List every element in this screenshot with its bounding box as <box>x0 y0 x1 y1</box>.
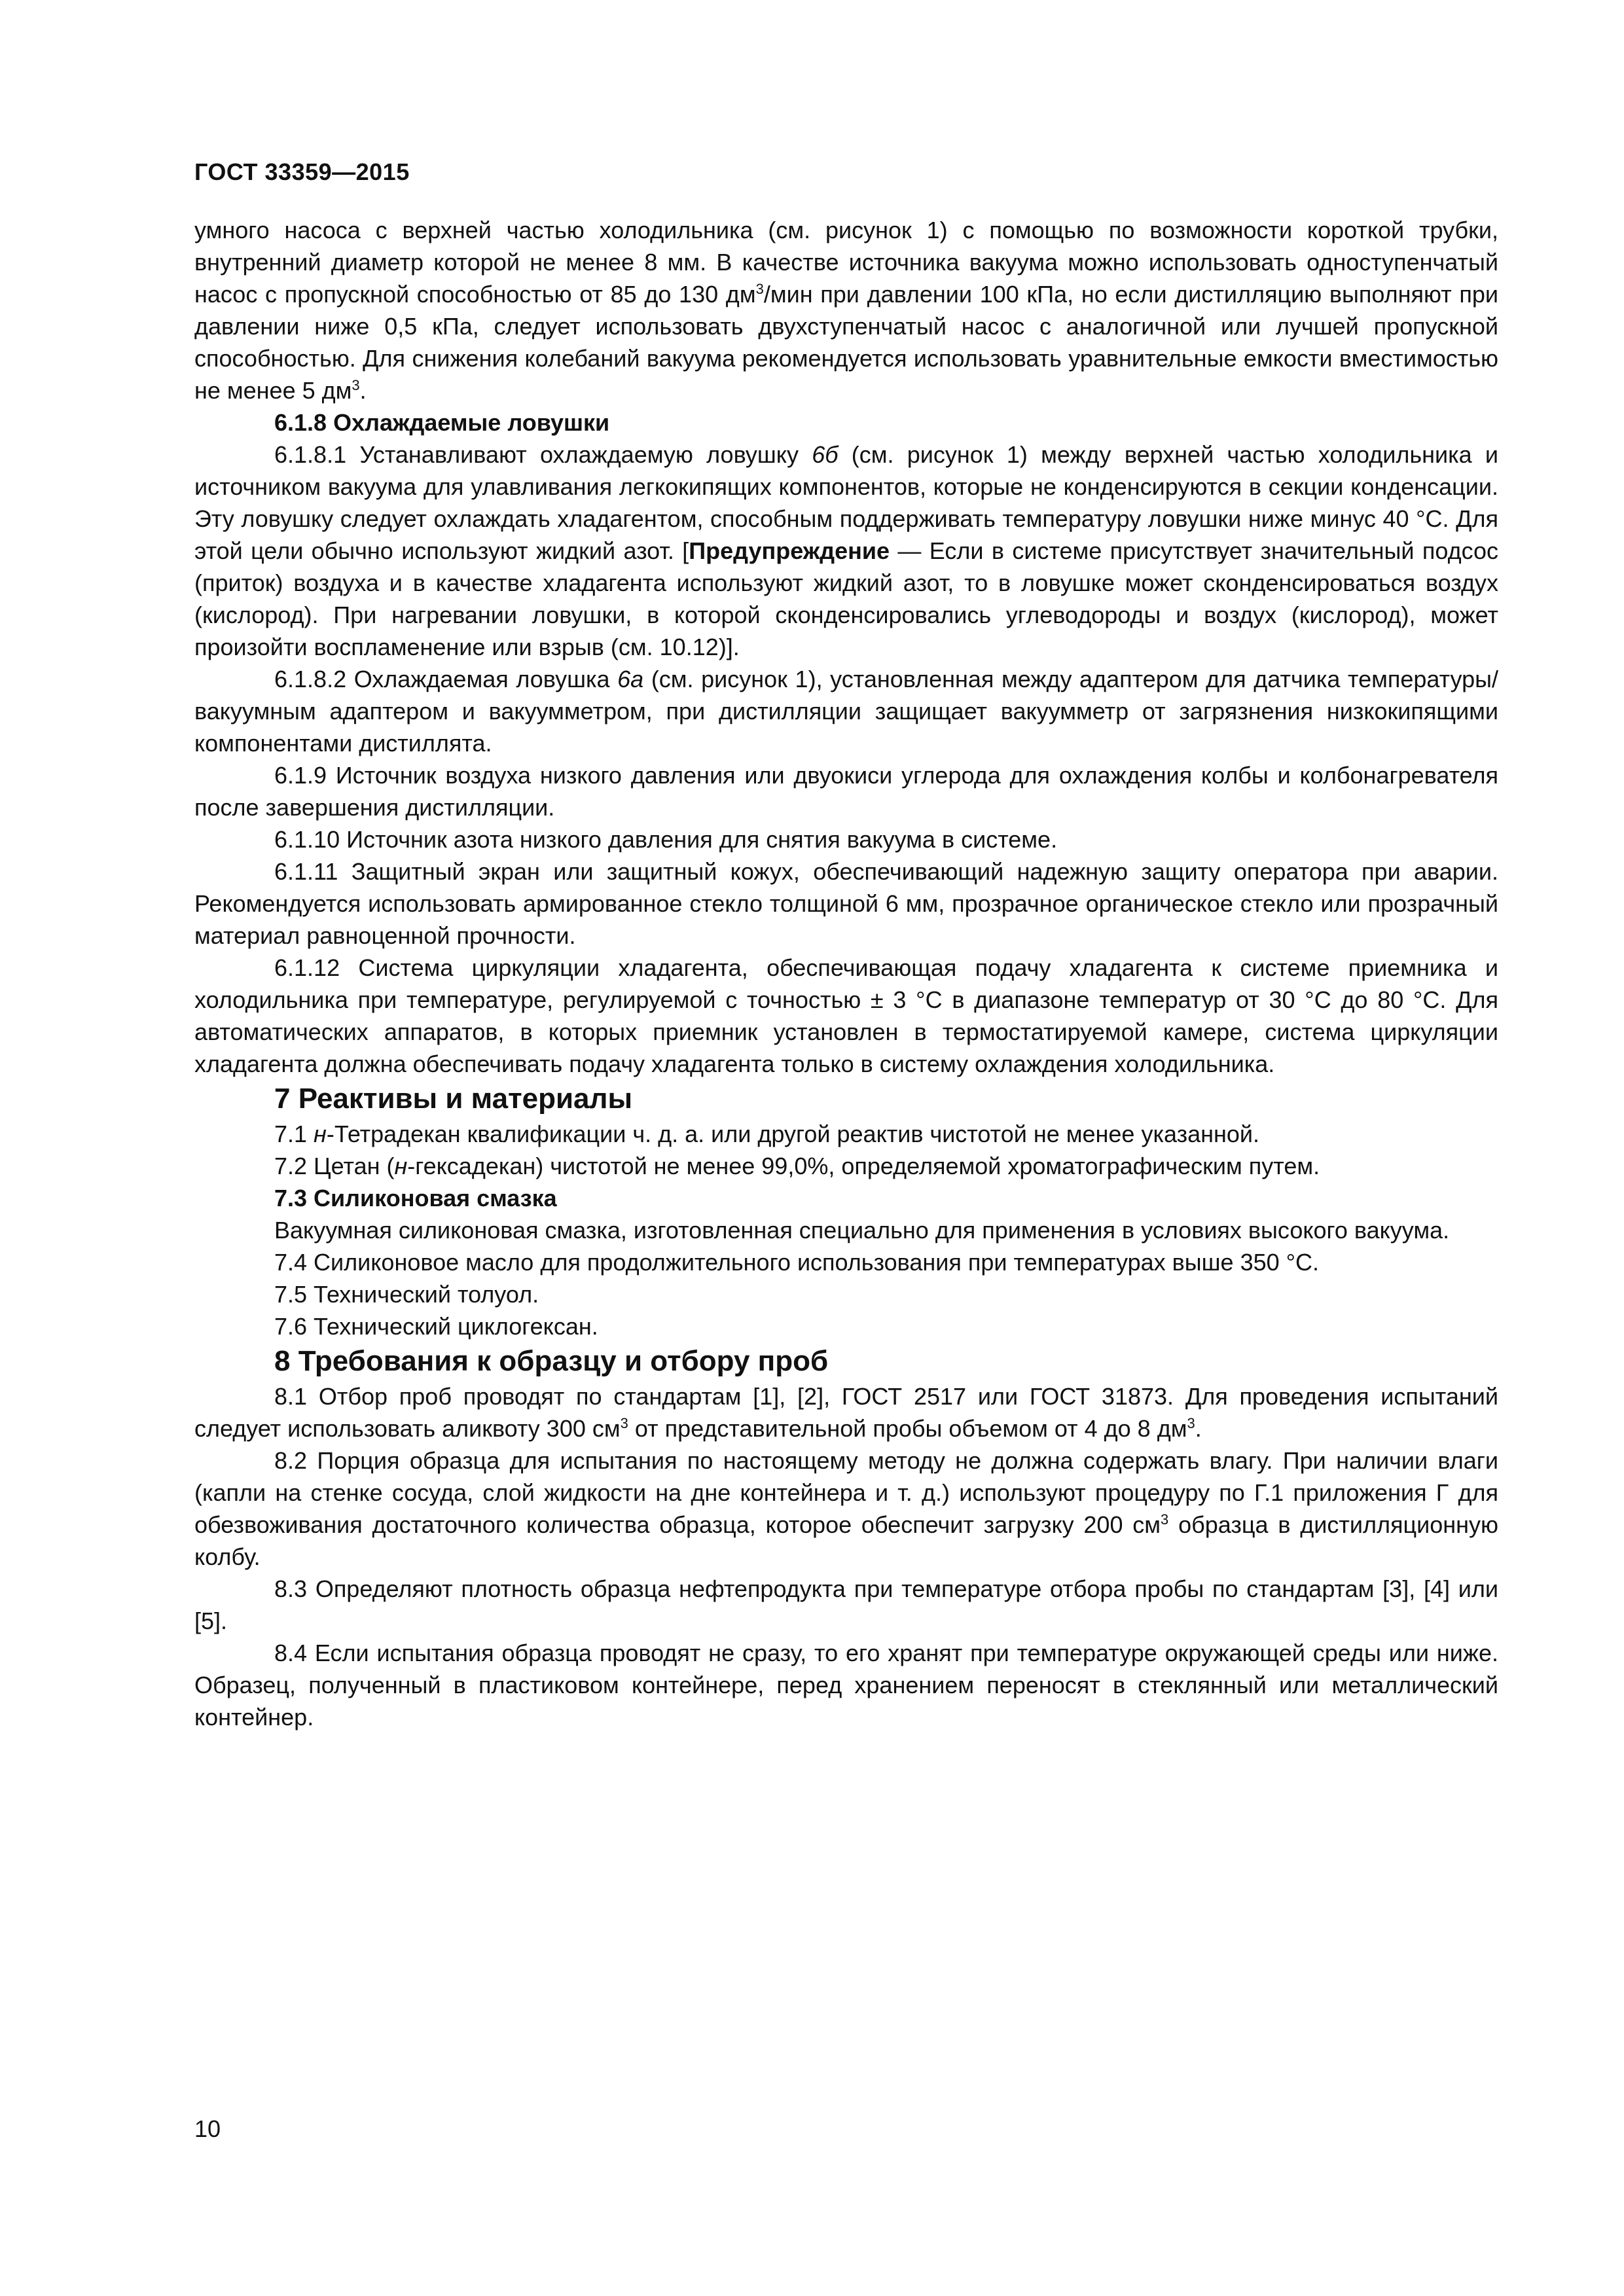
paragraph-7-2: 7.2 Цетан (н-гексадекан) чистотой не менее 99,0%, определяемой хроматографическим путем. <box>274 1153 1320 1179</box>
paragraph-6-1-8-1: 6.1.8.1 Устанавливают охлаждаемую ловушку 6б (см. рисунок 1) между верхней частью холодильника и источником вакуума для улавливания легкокипящих компонентов, которые не конденсируются в секции конденсации. Эту ловушку следует охлаждать хладагентом, способным поддерживать температуру ловушки ниже минус 40 °С. Для этой цели обычно используют жидкий азот. [Предупреждение — Если в системе присутствует значительный подсос (приток) воздуха и в качестве хладагента используют жидкий азот, то в ловушке может сконденсироваться воздух (кислород). При нагревании ловушки, в которой сконденсировались углеводороды и воздух (кислород), может произойти воспламенение или взрыв (см. 10.12)]. <box>194 441 1499 660</box>
paragraph-7-6: 7.6 Технический циклогексан. <box>274 1313 598 1340</box>
paragraph-6-1-8-2: 6.1.8.2 Охлаждаемая ловушка 6а (см. рисунок 1), установленная между адаптером для датчика температуры/вакуумным адаптером и вакуумметром, при дистилляции защищает вакуумметр от загрязнения низкокипящими компонентами дистиллята. <box>194 666 1498 757</box>
paragraph-8-4: 8.4 Если испытания образца проводят не сразу, то его хранят при температуре окружающей среды или ниже. Образец, полученный в пластиковом контейнере, перед хранением переносят в стеклянный или металлический контейнер. <box>194 1640 1498 1731</box>
paragraph-7-5: 7.5 Технический толуол. <box>274 1281 539 1308</box>
paragraph-6-1-10: 6.1.10 Источник азота низкого давления для снятия вакуума в системе. <box>274 826 1058 853</box>
section-heading-7: 7 Реактивы и материалы <box>274 1083 633 1115</box>
paragraph-8-2: 8.2 Порция образца для испытания по настоящему методу не должна содержать влагу. При наличии влаги (капли на стенке сосуда, слой жидкости на дне контейнера и т. д.) используют процедуру по Г.1 приложения Г для обезвоживания достаточного количества образца, которое обеспечит загрузку 200 $см^3$ образца в дистилляционную колбу. <box>194 1447 1499 1570</box>
paragraph-8-3: 8.3 Определяют плотность образца нефтепродукта при температуре отбора пробы по стандартам [3], [4] или [5]. <box>194 1575 1498 1634</box>
paragraph-intro: умного насоса с верхней частью холодильника (см. рисунок 1) с помощью по возможности короткой трубки, внутренний диаметр которой не менее 8 мм. В качестве источника вакуума можно использовать одноступенчатый насос с пропускной способностью от 85 до 130 $дм^3$/мин при давлении 100 кПа, но если дистилляцию выполняют при давлении ниже 0,5 кПа, следует использовать двухступенчатый насос с аналогичной или лучшей пропускной способностью. Для снижения колебаний вакуума рекомендуется использовать уравнительные емкости вместимостью не менее 5 $дм^3$. <box>194 217 1498 404</box>
paragraph-8-1: 8.1 Отбор проб проводят по стандартам [1], [2], ГОСТ 2517 или ГОСТ 31873. Для проведения испытаний следует использовать аликвоту 300 $см^3$ от представительной пробы объемом от 4 до 8 $дм^3$. <box>194 1383 1498 1442</box>
paragraph-6-1-11: 6.1.11 Защитный экран или защитный кожух, обеспечивающий надежную защиту оператора при аварии. Рекомендуется использовать армированное стекло толщиной 6 мм, прозрачное органическое стекло или прозрачный материал равноценной прочности. <box>194 858 1498 949</box>
section-heading-8: 8 Требования к образцу и отбору проб <box>274 1345 829 1377</box>
warning-label: Предупреждение <box>689 537 890 564</box>
paragraph-7-3: Вакуумная силиконовая смазка, изготовленная специально для применения в условиях высокого вакуума. <box>274 1217 1450 1244</box>
paragraph-7-1: 7.1 н-Тетрадекан квалификации ч. д. а. или другой реактив чистотой не менее указанной. <box>274 1121 1260 1147</box>
subsection-heading-6-1-8: 6.1.8 Охлаждаемые ловушки <box>274 409 610 436</box>
paragraph-6-1-12: 6.1.12 Система циркуляции хладагента, обеспечивающая подачу хладагента к системе приемника и холодильника при температуре, регулируемой с точностью ± 3 °С в диапазоне температур от 30 °С до 80 °С. Для автоматических аппаратов, в которых приемник установлен в термостатируемой камере, система циркуляции хладагента должна обеспечивать подачу хладагента только в систему охлаждения холодильника. <box>194 954 1498 1077</box>
page-number: 10 <box>194 2115 221 2142</box>
subsection-heading-7-3: 7.3 Силиконовая смазка <box>274 1185 557 1211</box>
document-body <box>194 214 1498 1733</box>
document-header: ГОСТ 33359—2015 <box>194 158 410 185</box>
paragraph-7-4: 7.4 Силиконовое масло для продолжительного использования при температурах выше 350 °С. <box>274 1249 1320 1276</box>
paragraph-6-1-9: 6.1.9 Источник воздуха низкого давления или двуокиси углерода для охлаждения колбы и колбонагревателя после завершения дистилляции. <box>194 762 1498 821</box>
